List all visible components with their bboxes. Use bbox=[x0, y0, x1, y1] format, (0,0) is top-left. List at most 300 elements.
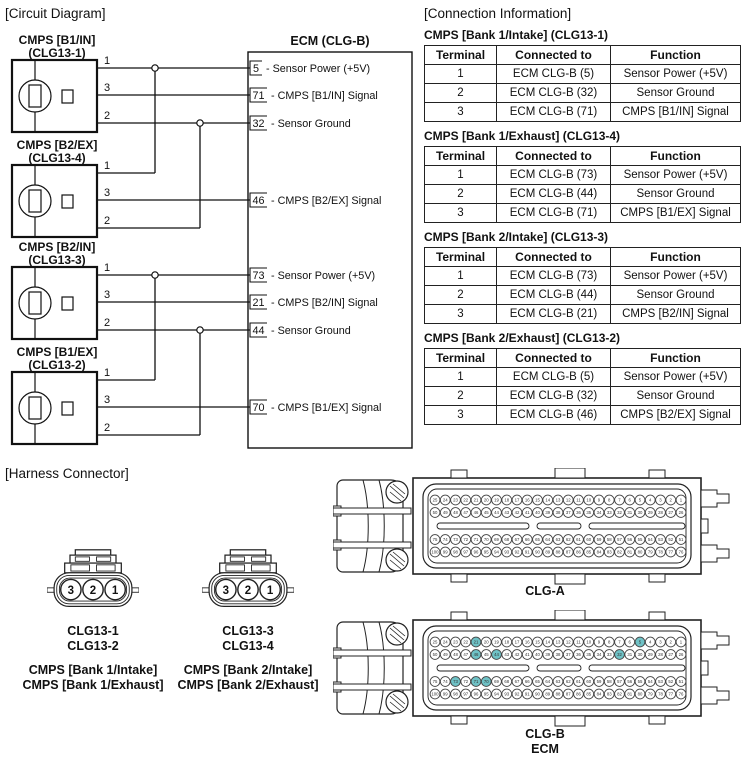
pin-number: 95 bbox=[483, 691, 489, 697]
ecm-pin-number: 5 bbox=[252, 63, 260, 75]
pin-number: 44 bbox=[494, 652, 499, 658]
table-cell: ECM CLG-B (21) bbox=[497, 305, 611, 324]
pin-number: 43 bbox=[504, 652, 510, 658]
pin-number: 62 bbox=[565, 679, 571, 685]
pin-number: 21 bbox=[473, 497, 479, 503]
ecm-pin-label: - Sensor Power (+5V) bbox=[271, 270, 376, 282]
pin-number: 82 bbox=[617, 691, 622, 697]
pin-number: 43 bbox=[504, 510, 510, 516]
connection-table bbox=[424, 45, 741, 122]
pin-number: 27 bbox=[668, 652, 674, 658]
harness-connector-clg13-3-4 bbox=[202, 546, 294, 612]
housing-lock bbox=[701, 661, 708, 675]
sensor-box bbox=[12, 267, 97, 339]
pin-number: 71 bbox=[473, 537, 479, 543]
pin-number: 42 bbox=[514, 510, 520, 516]
table-header-cell: Terminal bbox=[425, 349, 497, 368]
table-cell: 1 bbox=[425, 166, 497, 185]
connector-name-label: CMPS [Bank 1/Intake] bbox=[28, 663, 158, 677]
pin-number: 58 bbox=[606, 679, 612, 685]
housing-tab-top bbox=[649, 470, 665, 478]
wire-junction bbox=[152, 65, 158, 71]
pin-number: 2 bbox=[89, 585, 97, 598]
table-cell: ECM CLG-B (73) bbox=[497, 166, 611, 185]
pin-number: 79 bbox=[647, 691, 653, 697]
pin-number: 39 bbox=[545, 652, 551, 658]
pin-number: 9 bbox=[597, 639, 601, 645]
pin-number: 97 bbox=[463, 691, 469, 697]
pin-number: 91 bbox=[524, 549, 530, 555]
pin-number: 25 bbox=[432, 497, 438, 503]
pin-number: 41 bbox=[524, 652, 530, 658]
table-cell: 1 bbox=[425, 65, 497, 84]
pin-number: 3 bbox=[67, 585, 75, 598]
pin-number: 38 bbox=[555, 510, 561, 516]
pin-number: 62 bbox=[565, 537, 571, 543]
ecm-pin-number: 21 bbox=[252, 297, 265, 309]
harness-connector-clg13-1-2 bbox=[47, 546, 139, 612]
sensor-connector-label: (CLG13-1) bbox=[28, 46, 86, 60]
pin-number: 77 bbox=[668, 691, 674, 697]
pin-number: 37 bbox=[565, 510, 571, 516]
housing-tab-right bbox=[701, 632, 729, 649]
table-row bbox=[425, 103, 741, 122]
table-cell: 3 bbox=[425, 305, 497, 324]
pin-number: 93 bbox=[504, 549, 510, 555]
table-cell: Sensor Power (+5V) bbox=[611, 267, 741, 286]
pin-number: 28 bbox=[658, 510, 663, 516]
ecm-title: ECM (CLG-B) bbox=[290, 34, 370, 48]
pin-number: 70 bbox=[483, 537, 489, 543]
pin-number: 81 bbox=[627, 691, 633, 697]
table-header-cell: Function bbox=[611, 147, 741, 166]
sensor-connector-label: (CLG13-3) bbox=[28, 253, 86, 267]
table-cell: ECM CLG-B (32) bbox=[497, 84, 611, 103]
pin-number: 17 bbox=[514, 497, 520, 503]
table-header-cell: Connected to bbox=[497, 349, 611, 368]
keying-slot bbox=[537, 523, 581, 529]
table-caption: CMPS [Bank 2/Intake] (CLG13-3) bbox=[424, 230, 609, 244]
pin-number: 66 bbox=[524, 537, 530, 543]
table-header-row bbox=[425, 248, 741, 267]
pin-number: 15 bbox=[535, 639, 540, 645]
pin-number: 22 bbox=[463, 497, 469, 503]
pin-number: 10 bbox=[586, 497, 592, 503]
pin-number: 76 bbox=[678, 549, 684, 555]
pin-number: 100 bbox=[431, 691, 439, 697]
pin-number: 68 bbox=[504, 537, 510, 543]
connection-table bbox=[424, 146, 741, 223]
pin-number: 44 bbox=[494, 510, 499, 516]
pin-number: 69 bbox=[494, 679, 499, 685]
sensor-connector-label: (CLG13-4) bbox=[28, 151, 86, 165]
ecm-pin-label: - CMPS [B2/IN] Signal bbox=[271, 297, 378, 309]
connector-housing bbox=[333, 610, 729, 726]
pin-number: 86 bbox=[576, 549, 581, 555]
table-header-row bbox=[425, 46, 741, 65]
ecm-pin-number: 70 bbox=[252, 402, 265, 414]
bolt-bar bbox=[333, 684, 411, 690]
table-cell: CMPS [B1/EX] Signal bbox=[611, 204, 741, 223]
table-cell: Sensor Power (+5V) bbox=[611, 368, 741, 387]
pin-number: 98 bbox=[453, 691, 458, 697]
pin-number: 49 bbox=[442, 510, 448, 516]
sensor-label: CMPS [B1/IN] bbox=[18, 33, 96, 47]
pin-number: 46 bbox=[473, 510, 479, 516]
pin-number: 87 bbox=[565, 691, 571, 697]
connection-tables bbox=[424, 28, 740, 425]
pin-number: 72 bbox=[463, 679, 469, 685]
table-cell: CMPS [B2/EX] Signal bbox=[611, 406, 741, 425]
sensor-pin-number: 2 bbox=[104, 110, 111, 122]
table-cell: ECM CLG-B (71) bbox=[497, 204, 611, 223]
pin-number: 89 bbox=[545, 549, 551, 555]
pin-number: 84 bbox=[596, 549, 602, 555]
pin-number: 54 bbox=[647, 537, 653, 543]
keying-slot bbox=[537, 665, 581, 671]
pin-number: 74 bbox=[442, 537, 448, 543]
pin-number: 88 bbox=[555, 691, 561, 697]
pin-number: 24 bbox=[442, 497, 448, 503]
pin-number: 82 bbox=[617, 549, 622, 555]
pin-number: 23 bbox=[453, 639, 458, 645]
pin-number: 41 bbox=[524, 510, 530, 516]
pin-number: 47 bbox=[463, 510, 469, 516]
table-header-cell: Connected to bbox=[497, 46, 611, 65]
pin-number: 13 bbox=[555, 497, 561, 503]
housing-lock bbox=[701, 519, 708, 533]
pin-number: 95 bbox=[483, 549, 489, 555]
table-header-cell: Terminal bbox=[425, 46, 497, 65]
housing-tab-bottom bbox=[555, 716, 585, 726]
pin-number: 60 bbox=[586, 537, 592, 543]
pin-number: 99 bbox=[442, 691, 448, 697]
wire-junction bbox=[197, 327, 203, 333]
pin-number: 65 bbox=[535, 537, 540, 543]
pin-number: 86 bbox=[576, 691, 581, 697]
wire-junction bbox=[197, 120, 203, 126]
housing-tab-right bbox=[701, 545, 729, 562]
pin-number: 33 bbox=[606, 510, 612, 516]
ecm-connector-sublabel: ECM bbox=[531, 742, 559, 756]
pin-number: 60 bbox=[586, 679, 592, 685]
table-cell: 2 bbox=[425, 286, 497, 305]
pin-number: 31 bbox=[627, 652, 633, 658]
pin-number: 29 bbox=[647, 652, 653, 658]
sensor-pin-number: 1 bbox=[104, 160, 111, 172]
table-cell: 1 bbox=[425, 368, 497, 387]
pin-number: 29 bbox=[647, 510, 653, 516]
pin-number: 64 bbox=[545, 679, 551, 685]
table-row bbox=[425, 166, 741, 185]
pin-number: 89 bbox=[545, 691, 551, 697]
pin-number: 6 bbox=[628, 639, 631, 645]
pin-number: 85 bbox=[586, 549, 592, 555]
pin-number: 53 bbox=[658, 537, 663, 543]
housing-tab-bottom bbox=[451, 716, 467, 724]
pin-number: 5 bbox=[638, 639, 642, 645]
housing-tab-bottom bbox=[555, 574, 585, 584]
table-row bbox=[425, 65, 741, 84]
pin-number: 96 bbox=[473, 691, 479, 697]
pin-number: 98 bbox=[453, 549, 458, 555]
pin-number: 87 bbox=[565, 549, 571, 555]
table-row bbox=[425, 84, 741, 103]
table-cell: 2 bbox=[425, 84, 497, 103]
pin-number: 40 bbox=[535, 510, 540, 516]
table-cell: ECM CLG-B (46) bbox=[497, 406, 611, 425]
pin-number: 23 bbox=[453, 497, 458, 503]
pin-number: 19 bbox=[494, 639, 499, 645]
pin-number: 64 bbox=[545, 537, 551, 543]
housing-tab-top bbox=[649, 612, 665, 620]
ecm-pin-number: 44 bbox=[252, 325, 265, 337]
pin-number: 66 bbox=[524, 679, 530, 685]
bolt-bar bbox=[333, 650, 411, 656]
table-cell: 3 bbox=[425, 406, 497, 425]
pin-number: 99 bbox=[442, 549, 448, 555]
pin-number: 14 bbox=[545, 639, 551, 645]
connector-id-label: CLG13-4 bbox=[222, 639, 274, 653]
table-cell: 3 bbox=[425, 103, 497, 122]
pin-number: 57 bbox=[617, 679, 622, 685]
ecm-connector-label: CLG-A bbox=[525, 584, 565, 598]
pin-number: 79 bbox=[647, 549, 653, 555]
housing-tab-bottom bbox=[649, 716, 665, 724]
pin-number: 25 bbox=[432, 639, 438, 645]
pin-number: 38 bbox=[555, 652, 561, 658]
table-cell: ECM CLG-B (44) bbox=[497, 185, 611, 204]
pin-number: 4 bbox=[649, 639, 652, 645]
bolt-bar bbox=[333, 542, 411, 548]
sensor-connector-label: (CLG13-2) bbox=[28, 358, 86, 372]
pin-number: 59 bbox=[596, 679, 602, 685]
pin-number: 78 bbox=[658, 549, 663, 555]
pin-number: 67 bbox=[514, 537, 520, 543]
pin-number: 15 bbox=[535, 497, 540, 503]
pin-number: 48 bbox=[453, 510, 458, 516]
table-cell: Sensor Ground bbox=[611, 84, 741, 103]
pin-number: 55 bbox=[637, 537, 643, 543]
ecm-connector-clg-a bbox=[333, 468, 745, 586]
table-cell: ECM CLG-B (32) bbox=[497, 387, 611, 406]
pin-number: 19 bbox=[494, 497, 499, 503]
pin-number: 96 bbox=[473, 549, 479, 555]
pin-number: 100 bbox=[431, 549, 439, 555]
sensor-box bbox=[12, 165, 97, 237]
pin-number: 90 bbox=[535, 549, 540, 555]
pin-number: 56 bbox=[627, 679, 633, 685]
pin-number: 56 bbox=[627, 537, 633, 543]
table-row bbox=[425, 387, 741, 406]
pin-number: 65 bbox=[535, 679, 540, 685]
ecm-pin-number: 71 bbox=[252, 90, 265, 102]
pin-number: 32 bbox=[617, 652, 622, 658]
pin-number: 26 bbox=[678, 652, 684, 658]
pin-number: 94 bbox=[494, 691, 499, 697]
ecm-connector-clg-b bbox=[333, 610, 745, 728]
pin-number: 18 bbox=[504, 497, 510, 503]
pin-number: 3 bbox=[222, 585, 230, 598]
pin-number: 17 bbox=[514, 639, 520, 645]
pin-number: 7 bbox=[618, 639, 621, 645]
pin-number: 83 bbox=[606, 549, 612, 555]
pin-number: 45 bbox=[483, 652, 489, 658]
pin-number: 36 bbox=[576, 652, 581, 658]
pin-number: 20 bbox=[483, 497, 489, 503]
sensor-label: CMPS [B2/IN] bbox=[18, 240, 96, 254]
pin-number: 93 bbox=[504, 691, 510, 697]
sensor-pin-number: 3 bbox=[104, 187, 111, 199]
pin-number: 8 bbox=[608, 497, 611, 503]
pin-number: 80 bbox=[637, 549, 643, 555]
circuit-section-title: [Circuit Diagram] bbox=[5, 6, 106, 21]
pin-number: 51 bbox=[678, 679, 684, 685]
table-cell: ECM CLG-B (5) bbox=[497, 368, 611, 387]
pin-number: 20 bbox=[483, 639, 489, 645]
table-row bbox=[425, 305, 741, 324]
connector-name-label: CMPS [Bank 2/Intake] bbox=[183, 663, 313, 677]
table-cell: Sensor Power (+5V) bbox=[611, 166, 741, 185]
pin-number: 68 bbox=[504, 679, 510, 685]
pin-number: 2 bbox=[669, 497, 672, 503]
pin-number: 91 bbox=[524, 691, 530, 697]
pin-number: 90 bbox=[535, 691, 540, 697]
connection-information-section bbox=[424, 6, 740, 425]
pin-number: 33 bbox=[606, 652, 612, 658]
pin-number: 9 bbox=[597, 497, 601, 503]
pin-number: 92 bbox=[514, 691, 520, 697]
pin-number: 3 bbox=[659, 497, 662, 503]
housing-tab-right bbox=[701, 490, 729, 507]
pin-number: 88 bbox=[555, 549, 561, 555]
pin-number: 85 bbox=[586, 691, 592, 697]
pin-number: 12 bbox=[565, 639, 571, 645]
pin-number: 53 bbox=[658, 679, 663, 685]
pin-number: 54 bbox=[647, 679, 653, 685]
pin-number: 10 bbox=[586, 639, 592, 645]
pin-number: 51 bbox=[678, 537, 684, 543]
connection-table bbox=[424, 348, 741, 425]
table-cell: ECM CLG-B (73) bbox=[497, 267, 611, 286]
pin-number: 1 bbox=[111, 585, 119, 598]
pin-number: 26 bbox=[678, 510, 684, 516]
pin-number: 94 bbox=[494, 549, 499, 555]
pin-number: 21 bbox=[473, 639, 479, 645]
pin-number: 27 bbox=[668, 510, 674, 516]
table-cell: CMPS [B2/IN] Signal bbox=[611, 305, 741, 324]
connection-table bbox=[424, 247, 741, 324]
keying-slot bbox=[437, 665, 529, 671]
pin-number: 49 bbox=[442, 652, 448, 658]
table-cell: CMPS [B1/IN] Signal bbox=[611, 103, 741, 122]
sensor-pin-number: 2 bbox=[104, 215, 111, 227]
table-cell: 3 bbox=[425, 204, 497, 223]
table-header-cell: Function bbox=[611, 248, 741, 267]
pin-number: 16 bbox=[524, 497, 530, 503]
pin-number: 3 bbox=[659, 639, 662, 645]
pin-number: 75 bbox=[432, 537, 438, 543]
pin-number: 28 bbox=[658, 652, 663, 658]
housing-tab-top bbox=[451, 612, 467, 620]
pin-number: 35 bbox=[586, 652, 592, 658]
connector-name-label: CMPS [Bank 1/Exhaust] bbox=[22, 678, 164, 692]
connector-name-label: CMPS [Bank 2/Exhaust] bbox=[177, 678, 319, 692]
keying-slot bbox=[589, 523, 685, 529]
pin-number: 76 bbox=[678, 691, 684, 697]
pin-number: 30 bbox=[637, 652, 643, 658]
pin-number: 50 bbox=[432, 652, 438, 658]
table-header-row bbox=[425, 147, 741, 166]
keying-slot bbox=[589, 665, 685, 671]
pin-number: 39 bbox=[545, 510, 551, 516]
pin-number: 6 bbox=[628, 497, 631, 503]
table-row bbox=[425, 286, 741, 305]
pin-number: 52 bbox=[668, 537, 674, 543]
pin-number: 5 bbox=[638, 497, 642, 503]
pin-number: 73 bbox=[453, 537, 458, 543]
ecm-pin-label: - CMPS [B2/EX] Signal bbox=[271, 195, 382, 207]
housing-tab-top bbox=[451, 470, 467, 478]
table-header-cell: Function bbox=[611, 46, 741, 65]
table-caption: CMPS [Bank 1/Intake] (CLG13-1) bbox=[424, 28, 609, 42]
harness-section-title: [Harness Connector] bbox=[5, 466, 129, 481]
wire-junction bbox=[152, 272, 158, 278]
sensor-pin-number: 1 bbox=[104, 262, 111, 274]
pin-number: 61 bbox=[576, 537, 581, 543]
sensor-pin-number: 1 bbox=[104, 367, 111, 379]
connection-information-title: [Connection Information] bbox=[424, 6, 572, 21]
pin-number: 18 bbox=[504, 639, 510, 645]
pin-number: 52 bbox=[668, 679, 674, 685]
pin-number: 36 bbox=[576, 510, 581, 516]
pin-number: 83 bbox=[606, 691, 612, 697]
pin-number: 1 bbox=[679, 639, 683, 645]
connector-housing bbox=[333, 468, 729, 584]
table-row bbox=[425, 204, 741, 223]
pin-number: 70 bbox=[483, 679, 489, 685]
table-header-row bbox=[425, 349, 741, 368]
table-cell: 1 bbox=[425, 267, 497, 286]
pin-number: 12 bbox=[565, 497, 571, 503]
pin-number: 34 bbox=[596, 652, 602, 658]
pin-number: 35 bbox=[586, 510, 592, 516]
keying-slot bbox=[437, 523, 529, 529]
table-cell: ECM CLG-B (71) bbox=[497, 103, 611, 122]
ecm-pin-number: 32 bbox=[252, 118, 265, 130]
pin-number: 22 bbox=[463, 639, 469, 645]
table-row bbox=[425, 406, 741, 425]
pin-number: 8 bbox=[608, 639, 611, 645]
table-header-cell: Terminal bbox=[425, 147, 497, 166]
pin-number: 97 bbox=[463, 549, 469, 555]
ecm-connector-label: CLG-B bbox=[525, 727, 565, 741]
table-row bbox=[425, 368, 741, 387]
pin-number: 92 bbox=[514, 549, 520, 555]
connector-id-label: CLG13-1 bbox=[67, 624, 119, 638]
table-cell: Sensor Power (+5V) bbox=[611, 65, 741, 84]
connector-id-label: CLG13-2 bbox=[67, 639, 119, 653]
pin-number: 48 bbox=[453, 652, 458, 658]
ecm-pin-number: 73 bbox=[252, 270, 265, 282]
housing-tab-top bbox=[555, 468, 585, 478]
connector-id-label: CLG13-3 bbox=[222, 624, 274, 638]
ecm-pin-label: - Sensor Power (+5V) bbox=[266, 63, 371, 75]
table-header-cell: Function bbox=[611, 349, 741, 368]
pin-number: 11 bbox=[576, 497, 581, 503]
table-cell: ECM CLG-B (44) bbox=[497, 286, 611, 305]
pin-number: 84 bbox=[596, 691, 602, 697]
